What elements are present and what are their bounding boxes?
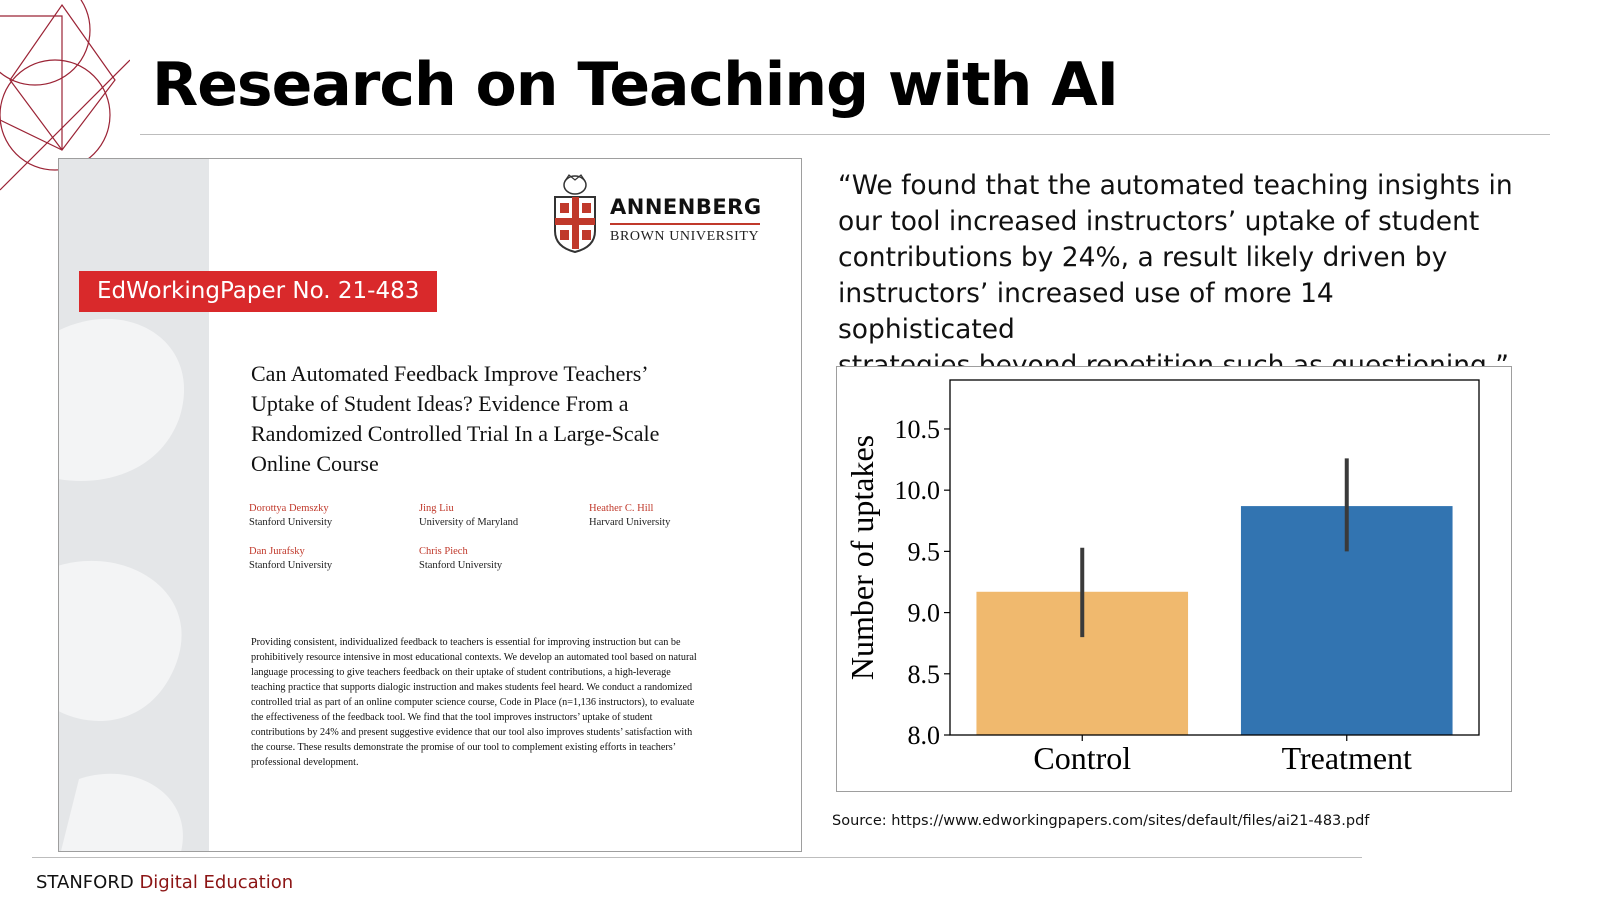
abstract-line: prohibitively resource intensive in most educational contexts. We develop an automated tool based on natural bbox=[251, 652, 697, 663]
abstract-line: professional development. bbox=[251, 757, 359, 768]
author-affiliation: University of Maryland bbox=[419, 517, 519, 528]
author-block bbox=[419, 502, 518, 530]
paper-title-line: Online Course bbox=[251, 451, 379, 476]
author-block bbox=[419, 545, 502, 573]
y-axis-label: Number of uptakes bbox=[844, 434, 880, 681]
x-tick-label: Control bbox=[1033, 740, 1132, 776]
author-name: Dorottya Demszky bbox=[249, 503, 329, 514]
quote-line: contributions by 24%, a result likely driven by bbox=[838, 242, 1448, 273]
abstract-line: the effectiveness of the feedback tool. We find that the tool improves instructors’ uptake of student bbox=[251, 712, 653, 723]
quote-line: instructors’ increased use of more 14 sophisticated bbox=[838, 278, 1334, 345]
footer-brand-stanford: STANFORD bbox=[36, 872, 134, 893]
annenberg-logo bbox=[551, 173, 791, 253]
author-block bbox=[249, 502, 332, 530]
uptake-bar-chart bbox=[836, 366, 1512, 792]
paper-side-band bbox=[59, 159, 209, 851]
y-tick-label: 8.5 bbox=[907, 659, 940, 689]
quote-line: “We found that the automated teaching insights in bbox=[838, 170, 1513, 201]
slide-title: Research on Teaching with AI bbox=[152, 50, 1118, 120]
y-tick-label: 9.0 bbox=[907, 598, 940, 628]
abstract-line: language processing to give teachers feedback on their uptake of student contributions, a high-leverage bbox=[251, 667, 671, 678]
x-tick-label: Treatment bbox=[1281, 740, 1412, 776]
footer-divider bbox=[32, 857, 1362, 858]
author-name: Heather C. Hill bbox=[589, 503, 654, 514]
abstract-line: contributions by 24% and present suggestive evidence that our tool also improves students’ satisfaction with bbox=[251, 727, 693, 738]
paper-title-line: Can Automated Feedback Improve Teachers’ bbox=[251, 361, 649, 386]
abstract-line: Providing consistent, individualized feedback to teachers is essential for improving instruction but can be bbox=[251, 637, 681, 648]
author-name: Chris Piech bbox=[419, 546, 468, 557]
brown-shield-icon bbox=[551, 173, 599, 253]
author-block bbox=[589, 502, 670, 530]
source-citation: Source: https://www.edworkingpapers.com/sites/default/files/ai21-483.pdf bbox=[832, 813, 1370, 829]
author-affiliation: Stanford University bbox=[249, 560, 333, 571]
paper-abstract bbox=[251, 635, 746, 770]
y-tick-label: 10.0 bbox=[894, 476, 940, 506]
abstract-line: controlled trial as part of an online computer science course, Code in Place (n=1,136 instructors), to evaluate bbox=[251, 697, 695, 708]
author-block bbox=[249, 545, 332, 573]
author-affiliation: Stanford University bbox=[419, 560, 503, 571]
footer-brand-unit: Digital Education bbox=[139, 872, 294, 893]
author-affiliation: Stanford University bbox=[249, 517, 333, 528]
chart-canvas bbox=[837, 367, 1511, 791]
research-quote bbox=[838, 168, 1518, 384]
logo-subtitle: BROWN UNIVERSITY bbox=[610, 229, 760, 244]
author-name: Jing Liu bbox=[419, 503, 454, 514]
logo-name: ANNENBERG bbox=[610, 195, 762, 219]
abstract-line: the course. These results demonstrate the promise of our tool to complement existing efforts in teachers’ bbox=[251, 742, 677, 753]
y-tick-label: 10.5 bbox=[894, 414, 940, 444]
author-affiliation: Harvard University bbox=[589, 517, 671, 528]
paper-title-line: Uptake of Student Ideas? Evidence From a bbox=[251, 391, 629, 416]
paper-cover bbox=[58, 158, 802, 852]
logo-underline bbox=[610, 223, 760, 225]
author-name: Dan Jurafsky bbox=[249, 546, 305, 557]
abstract-line: teaching practice that supports dialogic instruction and makes students feel heard. We conduct a randomized bbox=[251, 682, 693, 693]
y-tick-label: 8.0 bbox=[907, 721, 940, 750]
title-divider bbox=[140, 134, 1550, 135]
footer-brand bbox=[36, 872, 293, 893]
paper-title-line: Randomized Controlled Trial In a Large-Scale bbox=[251, 421, 660, 446]
paper-title bbox=[251, 359, 721, 479]
y-tick-label: 9.5 bbox=[907, 537, 940, 567]
quote-line: our tool increased instructors’ uptake of student bbox=[838, 206, 1480, 237]
paper-number-badge: EdWorkingPaper No. 21-483 bbox=[79, 271, 437, 312]
